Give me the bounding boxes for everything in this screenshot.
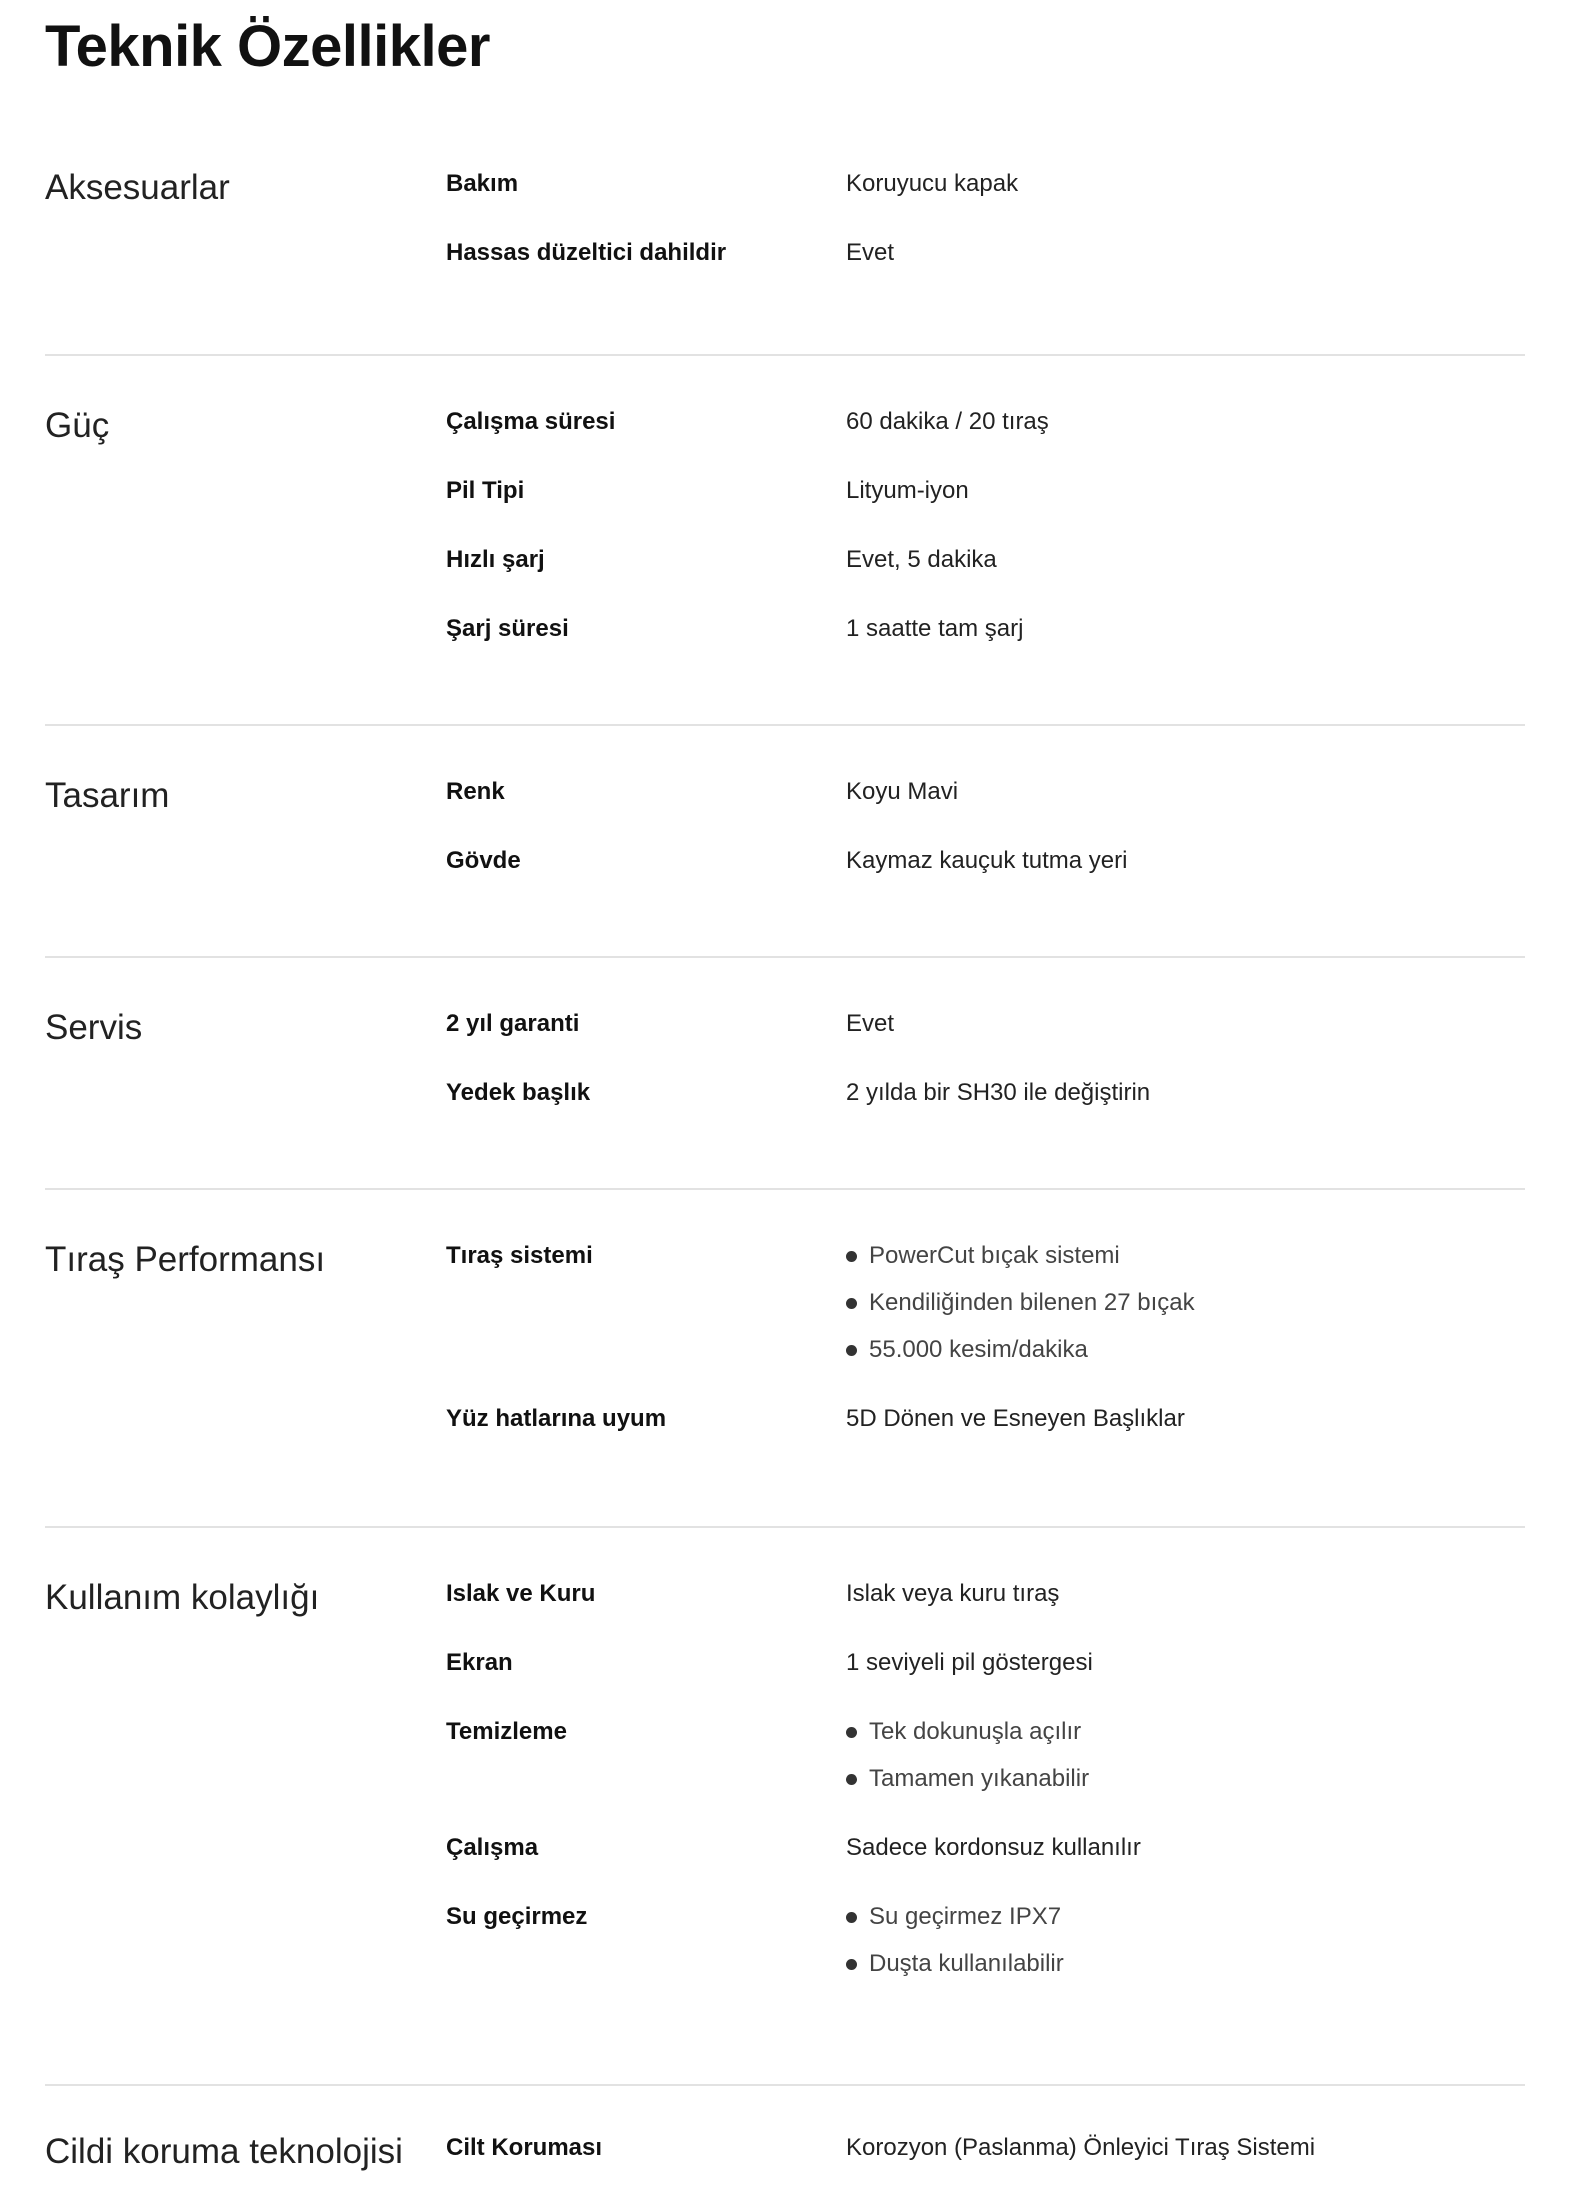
section-title: Kullanım kolaylığı [45, 1578, 320, 1617]
section-servis [45, 958, 1525, 1190]
section-guc [45, 356, 1525, 726]
spec-row [446, 1576, 1525, 1612]
spec-row [446, 1238, 1525, 1368]
list-item-text: Su geçirmez IPX7 [869, 1903, 1062, 1930]
spec-value: Kaymaz kauçuk tutma yeri [846, 847, 1128, 874]
spec-value: 1 saatte tam şarj [846, 615, 1024, 642]
spec-value: 60 dakika / 20 tıraş [846, 408, 1049, 435]
list-item-text: Kendiliğinden bilenen 27 bıçak [869, 1289, 1195, 1316]
spec-value: Lityum-iyon [846, 477, 969, 504]
spec-value: Evet [846, 1010, 895, 1037]
spec-row [446, 235, 1525, 271]
spec-row [446, 1075, 1525, 1111]
spec-label: Islak ve Kuru [446, 1580, 596, 1607]
spec-row [446, 404, 1525, 440]
spec-value: 5D Dönen ve Esneyen Başlıklar [846, 1405, 1185, 1432]
spec-label: Tıraş sistemi [446, 1242, 593, 1269]
spec-rows [446, 1006, 1525, 1188]
list-item [846, 1761, 1525, 1797]
spec-value: 1 seviyeli pil göstergesi [846, 1649, 1093, 1676]
spec-label: Pil Tipi [446, 477, 525, 504]
spec-rows [446, 1238, 1525, 1526]
spec-value-list [846, 1899, 1525, 1982]
spec-row [446, 473, 1525, 509]
spec-label: Hassas düzeltici dahildir [446, 239, 727, 266]
spec-value: Koruyucu kapak [846, 170, 1019, 197]
spec-label: Yüz hatlarına uyum [446, 1405, 667, 1432]
spec-row [446, 1899, 1525, 1982]
list-item [846, 1899, 1525, 1935]
spec-value: Sadece kordonsuz kullanılır [846, 1834, 1141, 1861]
section-tiras-performansi [45, 1190, 1525, 1528]
spec-rows [446, 166, 1525, 354]
spec-row [446, 1645, 1525, 1681]
spec-value: Evet [846, 239, 895, 266]
spec-value: 2 yılda bir SH30 ile değiştirin [846, 1079, 1151, 1106]
spec-row [446, 542, 1525, 578]
spec-value-list [846, 1714, 1525, 1797]
spec-value-list [846, 1238, 1525, 1368]
list-item-text: Tek dokunuşla açılır [869, 1718, 1082, 1745]
bullet-icon [846, 1774, 857, 1785]
spec-row [446, 1714, 1525, 1797]
spec-row [446, 611, 1525, 647]
spec-value: Koyu Mavi [846, 778, 959, 805]
list-item [846, 1285, 1525, 1321]
bullet-icon [846, 1345, 857, 1356]
spec-label: Renk [446, 778, 505, 805]
bullet-icon [846, 1912, 857, 1923]
section-aksesuarlar [45, 148, 1525, 356]
spec-label: Gövde [446, 847, 521, 874]
spec-row [446, 843, 1525, 879]
spec-row [446, 1401, 1525, 1437]
bullet-icon [846, 1251, 857, 1262]
spec-row [446, 1006, 1525, 1042]
spec-row [446, 1830, 1525, 1866]
list-item [846, 1332, 1525, 1368]
section-title: Güç [45, 406, 110, 445]
spec-label: Şarj süresi [446, 615, 569, 642]
section-tasarim [45, 726, 1525, 958]
section-title: Servis [45, 1008, 143, 1047]
section-cildi-koruma [45, 2086, 1525, 2186]
list-item-text: PowerCut bıçak sistemi [869, 1242, 1120, 1269]
spec-label: Bakım [446, 170, 519, 197]
list-item-text: Tamamen yıkanabilir [869, 1765, 1090, 1792]
section-title: Aksesuarlar [45, 168, 230, 207]
section-title: Cildi koruma teknolojisi [45, 2132, 403, 2171]
spec-label: Su geçirmez [446, 1903, 588, 1930]
spec-value: Evet, 5 dakika [846, 546, 997, 573]
spec-rows [446, 404, 1525, 724]
spec-label: Cilt Koruması [446, 2134, 603, 2161]
spec-label: 2 yıl garanti [446, 1010, 580, 1037]
list-item [846, 1946, 1525, 1982]
spec-rows [446, 774, 1525, 956]
page-title: Teknik Özellikler [45, 14, 490, 79]
spec-label: Çalışma süresi [446, 408, 616, 435]
spec-value: Islak veya kuru tıraş [846, 1580, 1060, 1607]
spec-label: Çalışma [446, 1834, 539, 1861]
section-title: Tasarım [45, 776, 170, 815]
list-item-text: 55.000 kesim/dakika [869, 1336, 1088, 1363]
spec-rows [446, 1576, 1525, 2084]
spec-value: Korozyon (Paslanma) Önleyici Tıraş Sistemi [846, 2134, 1316, 2161]
spec-row [446, 774, 1525, 810]
spec-rows [446, 2130, 1525, 2186]
section-kullanim-kolayligi [45, 1528, 1525, 2086]
bullet-icon [846, 1727, 857, 1738]
spec-row [446, 166, 1525, 202]
list-item [846, 1238, 1525, 1274]
spec-row [446, 2130, 1525, 2166]
bullet-icon [846, 1298, 857, 1309]
spec-label: Ekran [446, 1649, 513, 1676]
section-title: Tıraş Performansı [45, 1240, 326, 1279]
list-item-text: Duşta kullanılabilir [869, 1950, 1064, 1977]
spec-label: Yedek başlık [446, 1079, 591, 1106]
spec-label: Hızlı şarj [446, 546, 545, 573]
spec-label: Temizleme [446, 1718, 567, 1745]
list-item [846, 1714, 1525, 1750]
bullet-icon [846, 1959, 857, 1970]
